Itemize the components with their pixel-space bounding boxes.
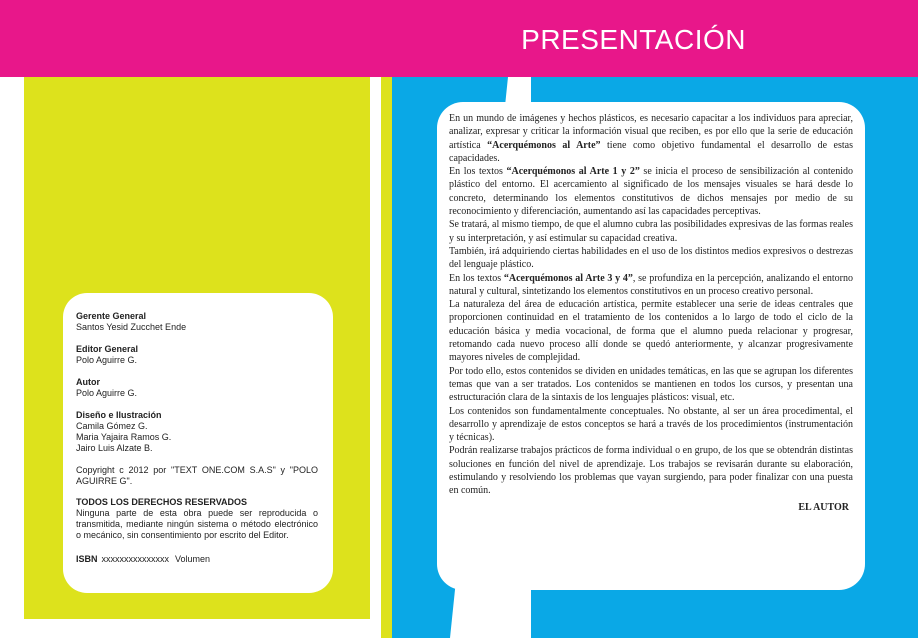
credit-name: Maria Yajaira Ramos G. bbox=[76, 432, 172, 442]
credit-group-manager bbox=[76, 311, 318, 333]
isbn-line bbox=[76, 554, 318, 565]
credit-name: Santos Yesid Zucchet Ende bbox=[76, 322, 187, 332]
credit-heading: Gerente General bbox=[76, 311, 147, 321]
rights-heading: TODOS LOS DERECHOS RESERVADOS bbox=[76, 497, 248, 507]
page-title: PRESENTACIÓN bbox=[521, 24, 746, 55]
paragraph-text: , se profundiza en la percepción, analizando el entorno natural y cultural, sintetizando los elementos constitutivos en un proceso creativo personal. bbox=[449, 272, 854, 297]
isbn-volume: Volumen bbox=[175, 554, 211, 564]
copyright-notice: Copyright c 2012 por "TEXT ONE.COM S.A.S" y "POLO AGUIRRE G". bbox=[76, 465, 318, 486]
credit-group-author bbox=[76, 377, 318, 399]
isbn-label: ISBN bbox=[76, 554, 98, 564]
credit-name: Camila Gómez G. bbox=[76, 421, 148, 431]
credit-group-design bbox=[76, 410, 318, 454]
paragraph: También, irá adquiriendo ciertas habilidades en el uso de los distintos medios expresivos o destrezas del lenguaje plástico. bbox=[449, 245, 853, 271]
paragraph bbox=[449, 272, 853, 299]
credit-heading: Diseño e Ilustración bbox=[76, 410, 162, 420]
rights-text: Ninguna parte de esta obra puede ser reproducida o transmitida, mediante ningún sistema o método electrónico o mecánico, sin consentimiento por escrito del Editor. bbox=[76, 508, 318, 540]
paragraph-text: En los textos bbox=[449, 166, 507, 178]
paragraph-text: tiene como objetivo fundamental el desarrollo de estas capacidades. bbox=[449, 139, 853, 164]
paragraph bbox=[449, 165, 853, 218]
paragraph: La naturaleza del área de educación artística, permite establecer una serie de ideas centrales que proporcionen continuidad en el tratamiento de los contenidos a lo largo de todo el ciclo de la educación básica y media vocacional, de forma que el alumno pueda relacionar y progresar, retomando cada nuevo proceso allí donde se quedó anteriormente, y alcanzar progresivamente mayores niveles de complejidad. bbox=[449, 299, 853, 364]
series-title: “Acerquémonos al Arte 1 y 2” bbox=[506, 166, 640, 178]
credit-heading: Autor bbox=[76, 377, 100, 387]
credits-card bbox=[63, 293, 333, 593]
credit-name: Polo Aguirre G. bbox=[76, 355, 138, 365]
series-title: “Acerquémonos al Arte 3 y 4” bbox=[503, 272, 633, 284]
paragraph: Se tratará, al mismo tiempo, de que el alumno cubra las posibilidades expresivas de las formas reales y su interpretación, y así estimular su capacidad creativa. bbox=[449, 219, 853, 244]
paragraph-text: En los textos bbox=[449, 272, 504, 284]
credit-group-editor bbox=[76, 344, 318, 366]
series-title: “Acerquémonos al Arte” bbox=[487, 139, 601, 151]
author-signature: EL AUTOR bbox=[798, 501, 849, 513]
paragraph: Podrán realizarse trabajos prácticos de forma individual o en grupo, de los que se obtendrán distintas soluciones en función del nivel de aprendizaje. Los trabajos se revisarán durante su elaboración, estimulando y resolviendo los problemas que vayan surgiendo, para poder finalizar con una puesta en común. bbox=[449, 445, 853, 497]
paragraph bbox=[449, 112, 853, 165]
isbn-value: xxxxxxxxxxxxxxx bbox=[101, 554, 170, 564]
paragraph-text: En un mundo de imágenes y hechos plásticos, es necesario capacitar a los individuos para apreciar, analizar, expresar y criticar la información visual que reciben, es por ello que la serie de educación artística bbox=[449, 113, 853, 151]
paragraph-text: se inicia el proceso de sensibilización al contenido plástico del entorno. El acercamiento al significado de los mensajes visuales se hará desde lo concreto, determinando los elementos constitutivos de dichos mensajes por medio de su reconocimiento y diferenciación, aumentando así las capacidades perceptivas. bbox=[449, 166, 853, 218]
credit-name: Jairo Luis Alzate B. bbox=[76, 443, 153, 453]
credit-heading: Editor General bbox=[76, 344, 139, 354]
paragraph: Por todo ello, estos contenidos se dividen en unidades temáticas, en las que se agrupan los diferentes temas que van a ser tratados. Los contenidos se mantienen en todos los cursos, y presentan una estructuración clara de la sintaxis de los lenguajes plásticos: visual, etc. bbox=[449, 365, 853, 404]
credit-name: Polo Aguirre G. bbox=[76, 388, 138, 398]
presentation-text-box bbox=[437, 102, 865, 590]
paragraph: Los contenidos son fundamentalmente conceptuales. No obstante, al ser un área procedimental, el desarrollo y aprendizaje de estos conceptos se hará a través de los procedimientos (instrumentación y técnicas). bbox=[449, 405, 853, 444]
